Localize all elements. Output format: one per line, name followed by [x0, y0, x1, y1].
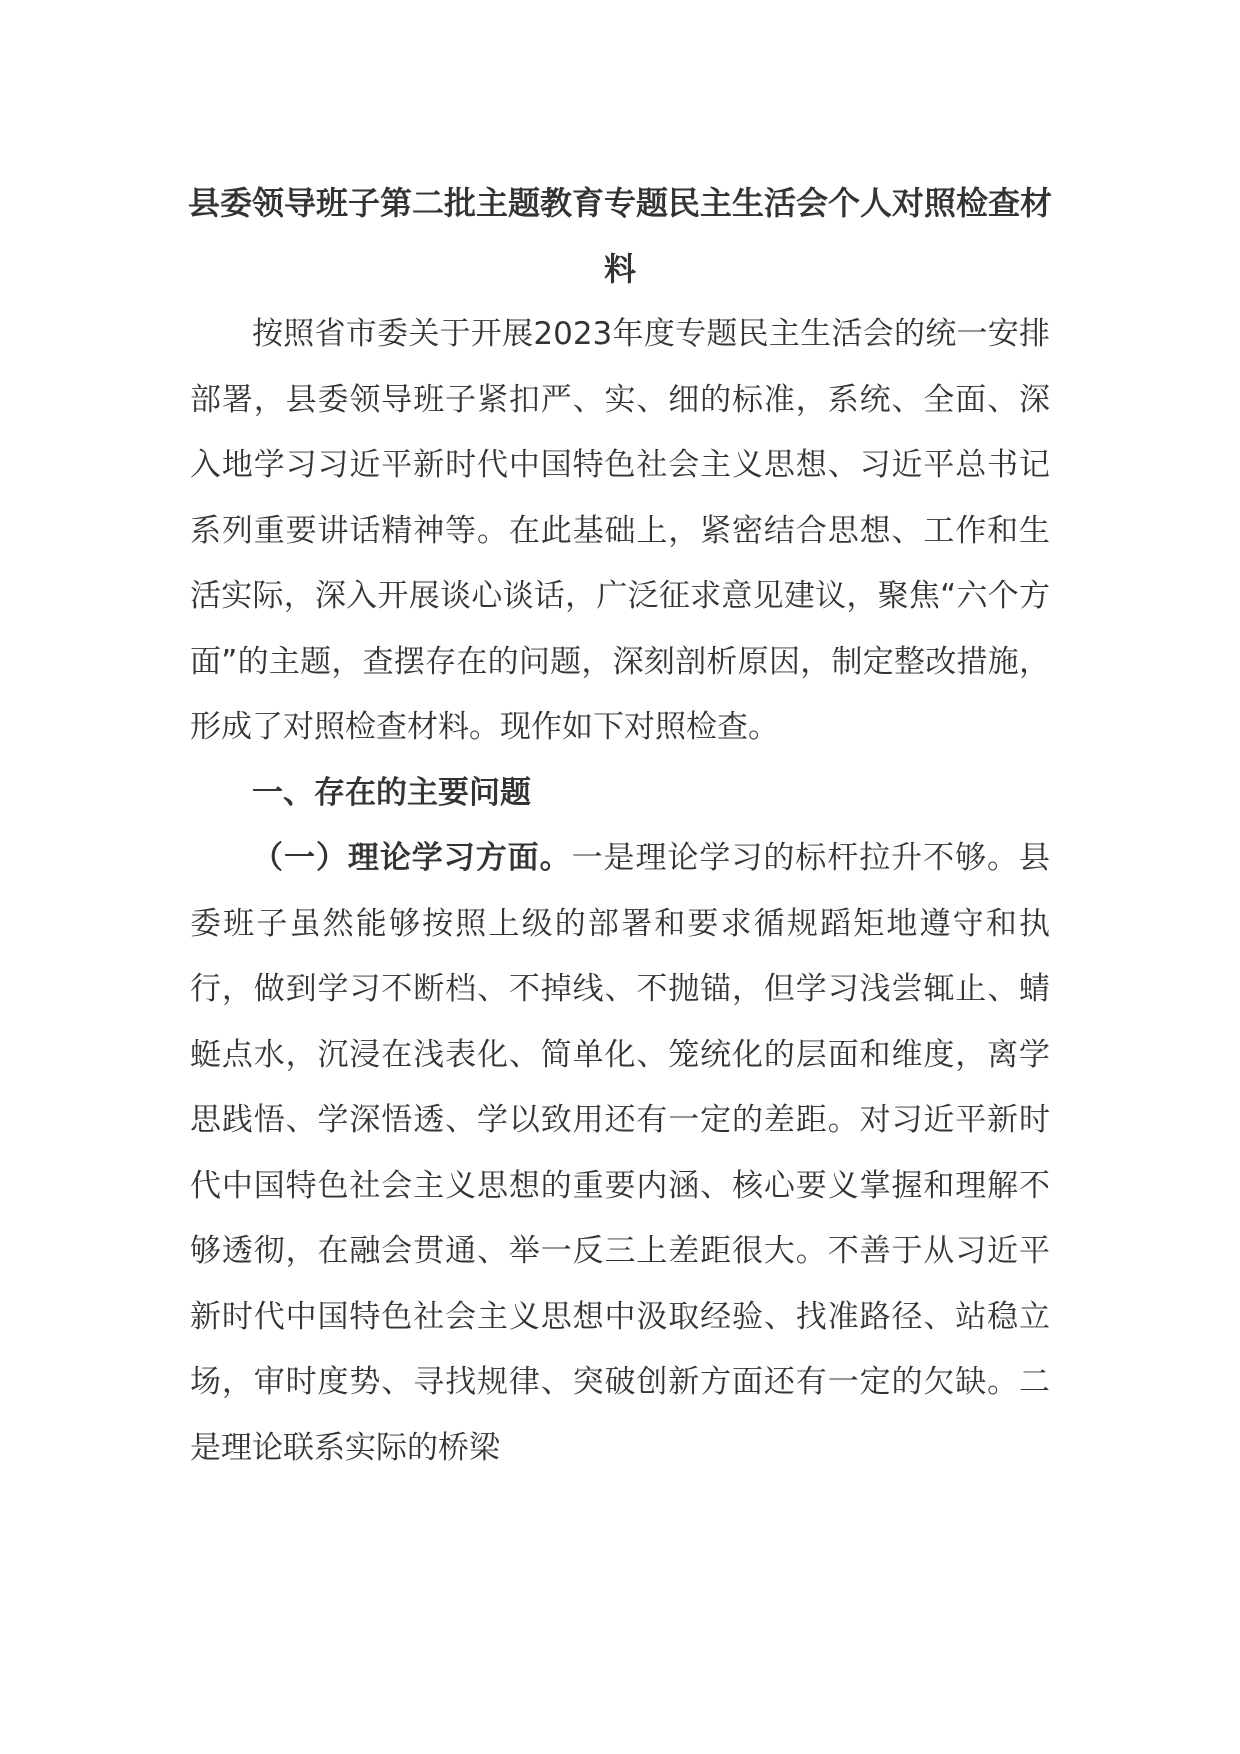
section-heading: 一、存在的主要问题: [252, 774, 531, 811]
subsection-label: （一）理论学习方面。: [252, 840, 572, 876]
subsection-text: 一是理论学习的标杆拉升不够。县委班子虽然能够按照上级的部署和要求循规蹈矩地遵守和执行，做到学习不断档、不掉线、不抛锚，但学习浅尝辄止、蜻蜓点水，沉浸在浅表化、简单化、笼统化的层面和维度，离学思践悟、学深悟透、学以致用还有一定的差距。对习近平新时代中国特色社会主义思想的重要内涵、核心要义掌握和理解不够透彻，在融会贯通、举一反三上差距很大。不善于从习近平新时代中国特色社会主义思想中汲取经验、找准路径、站稳立场，审时度势、寻找规律、突破创新方面还有一定的欠缺。二是理论联系实际的桥梁: [190, 840, 1051, 1466]
intro-paragraph: 按照省市委关于开展2023年度专题民主生活会的统一安排部署，县委领导班子紧扣严、实、细的标准，系统、全面、深入地学习习近平新时代中国特色社会主义思想、习近平总书记系列重要讲话精神等。在此基础上，紧密结合思想、工作和生活实际，深入开展谈心谈话，广泛征求意见建议，聚焦“六个方面”的主题，查摆存在的问题，深刻剖析原因，制定整改措施，形成了对照检查材料。现作如下对照检查。: [190, 316, 1050, 745]
subsection-paragraph: [190, 826, 1050, 1481]
document-title: 县委领导班子第二批主题教育专题民主生活会个人对照检查材料: [187, 184, 1052, 288]
document-page: [187, 170, 1052, 1481]
